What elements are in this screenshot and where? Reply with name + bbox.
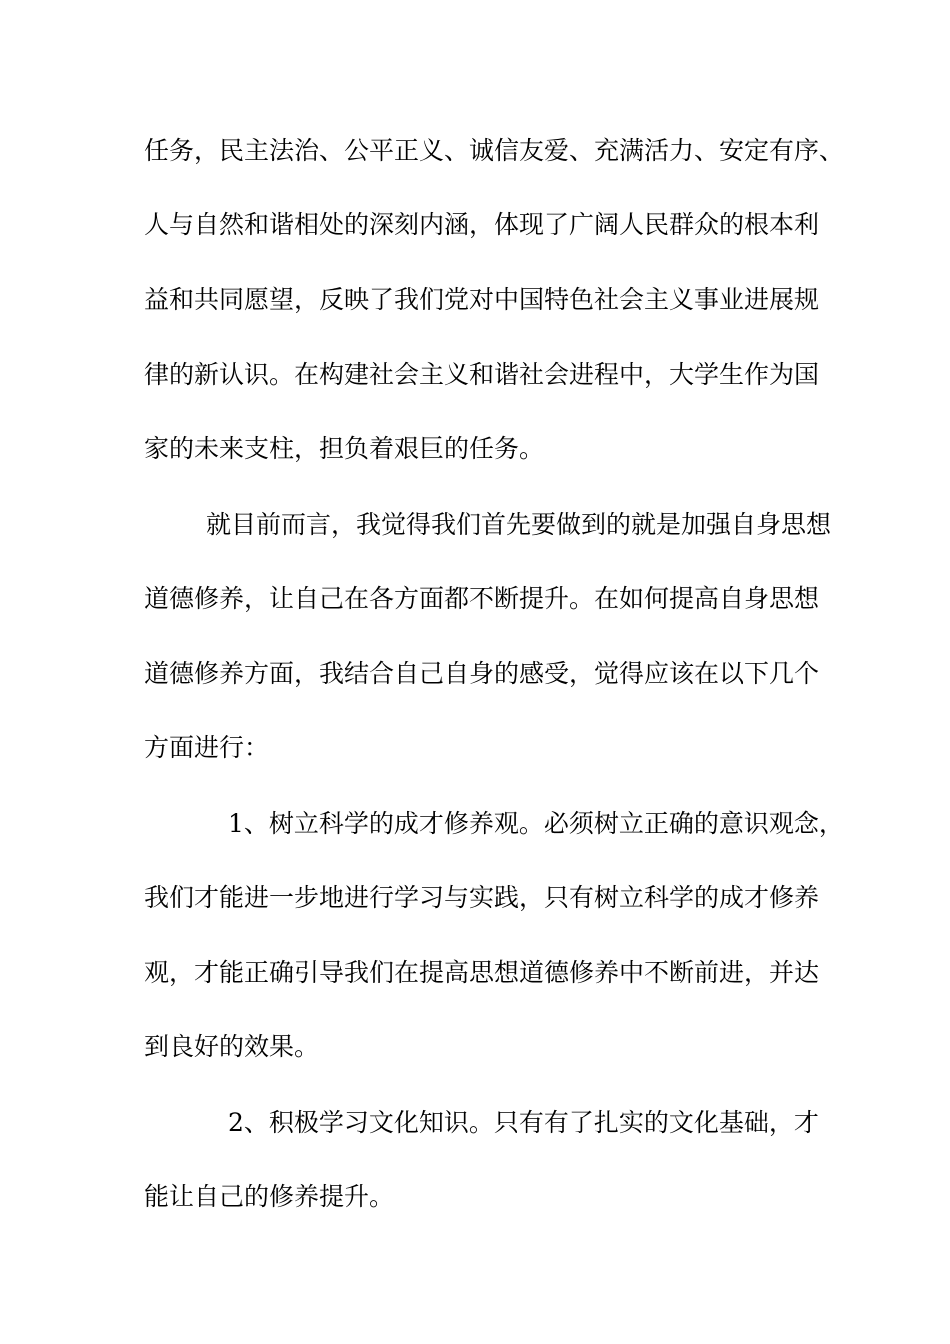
paragraph-2-line-3: 道德修养方面，我结合自己自身的感受，觉得应该在以下几个	[144, 659, 820, 688]
paragraph-1-line-2: 人与自然和谐相处的深刻内涵，体现了广阔人民群众的根本利	[144, 210, 820, 239]
paragraph-3-line-4: 到良好的效果。	[144, 1032, 320, 1061]
paragraph-2-line-2: 道德修养，让自己在各方面都不断提升。在如何提高自身思想	[144, 584, 820, 613]
paragraph-1-line-5: 家的未来支柱，担负着艰巨的任务。	[144, 434, 545, 463]
paragraph-3-line-1: 1、树立科学的成才修养观。必须树立正确的意识观念，	[228, 809, 844, 838]
paragraph-2-line-1: 就目前而言，我觉得我们首先要做到的就是加强自身思想	[206, 510, 832, 539]
paragraph-1-line-1: 任务，民主法治、公平正义、诚信友爱、充满活力、安定有序、	[144, 136, 845, 165]
paragraph-4-line-1: 2、积极学习文化知识。只有有了扎实的文化基础，才	[228, 1108, 819, 1137]
paragraph-3-line-2: 我们才能进一步地进行学习与实践，只有树立科学的成才修养	[144, 883, 820, 912]
paragraph-2-line-4: 方面进行：	[144, 733, 270, 762]
paragraph-1-line-4: 律的新认识。在构建社会主义和谐社会进程中，大学生作为国	[144, 360, 820, 389]
paragraph-1-line-3: 益和共同愿望，反映了我们党对中国特色社会主义事业进展规	[144, 285, 820, 314]
paragraph-3-line-3: 观，才能正确引导我们在提高思想道德修养中不断前进，并达	[144, 958, 820, 987]
paragraph-4-line-2: 能让自己的修养提升。	[144, 1182, 395, 1211]
